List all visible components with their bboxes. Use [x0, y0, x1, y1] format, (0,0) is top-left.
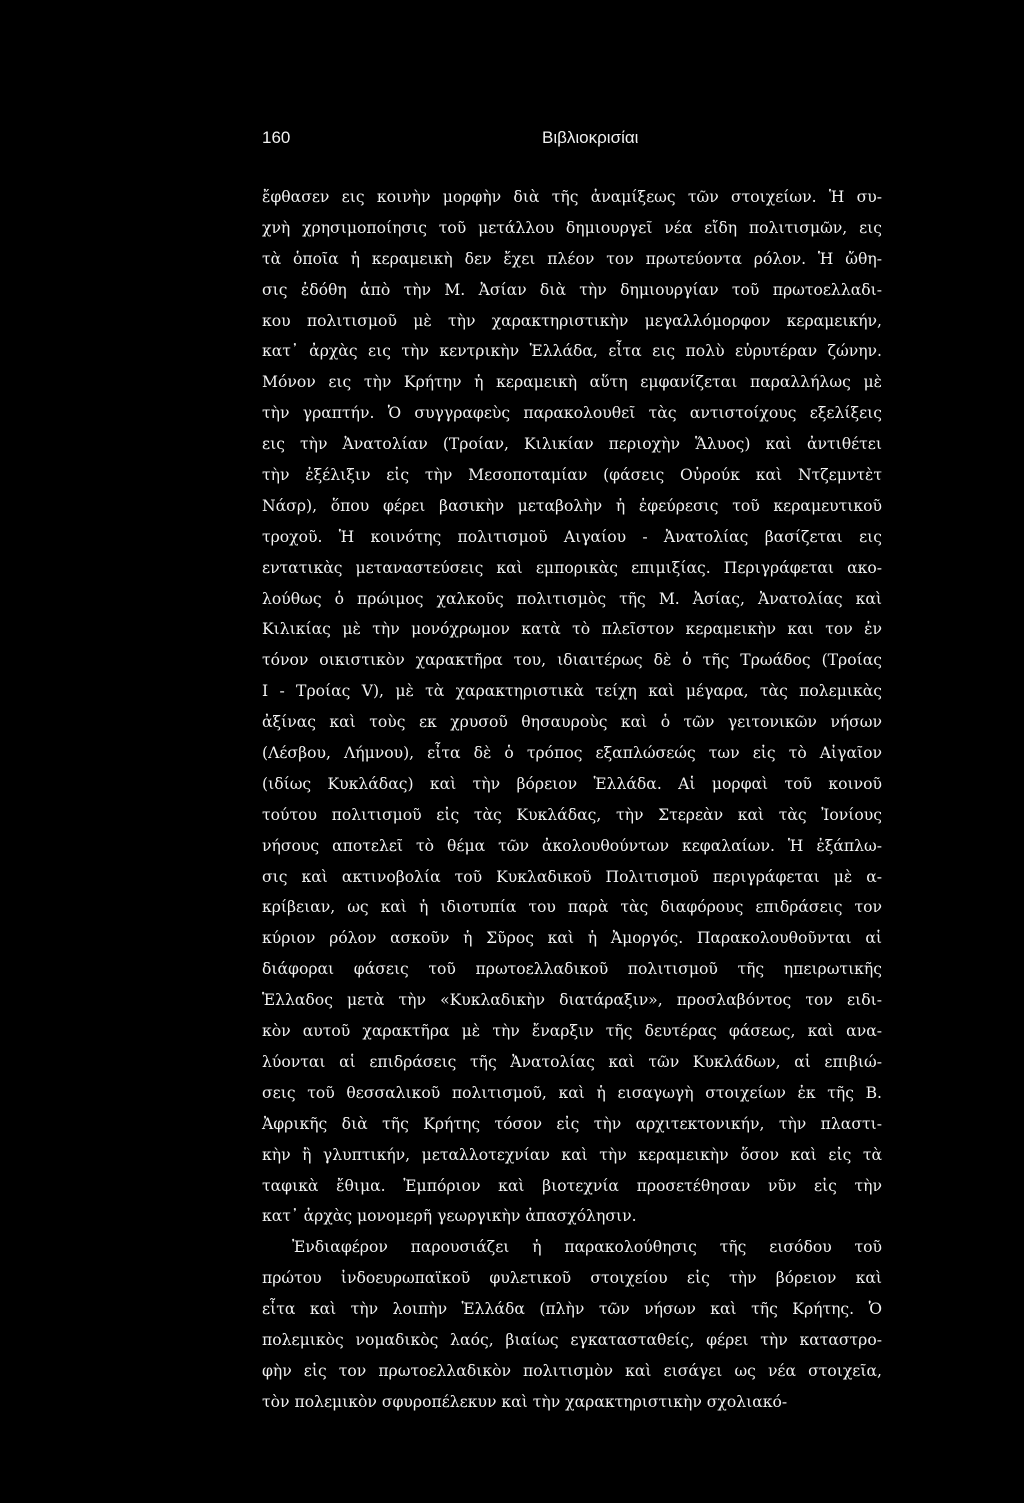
text-line: κου πολιτισμοῦ μὲ τὴν χαρακτηριστικὴν μεγαλλόμορφον κεραμεικήν, — [262, 311, 882, 330]
text-line: ταφικὰ ἔθιμα. Ἐμπόριον καὶ βιοτεχνία προσετέθησαν νῦν εἰς τὴν — [262, 1176, 882, 1195]
text-line: τὴν ἐξέλιξιν εἰς τὴν Μεσοποταμίαν (φάσεις Οὐρούκ καὶ Ντζεμντὲτ — [262, 466, 882, 485]
text-line: Ἑλλαδος μετὰ τὴν «Κυκλαδικὴν διατάραξιν», προσλαβόντος τον ειδι- — [262, 991, 882, 1010]
text-line: Μόνον εις τὴν Κρήτην ἡ κεραμεικὴ αὕτη εμφανίζεται παραλλήλως μὲ — [262, 373, 882, 392]
text-line: κατ᾿ ἀρχὰς μονομερῆ γεωργικὴν ἀπασχόλησιν. — [262, 1207, 637, 1226]
text-line: λύονται αἱ επιδράσεις τῆς Ἀνατολίας καὶ τῶν Κυκλάδων, αἱ επιβιώ- — [262, 1052, 882, 1071]
paragraph-2 — [262, 1232, 882, 1417]
text-line: (Λέσβου, Λήμνου), εἶτα δὲ ὁ τρόπος εξαπλώσεώς των εἰς τὸ Αἰγαῖον — [262, 744, 882, 763]
running-title: Βιβλιοκρισίαι — [542, 128, 639, 147]
text-line: εις τὴν Ἀνατολίαν (Τροίαν, Κιλικίαν περιοχὴν Ἅλυος) καὶ ἀντιθέτει — [262, 435, 882, 454]
text-line: διάφοραι φάσεις τοῦ πρωτοελλαδικοῦ πολιτισμοῦ τῆς ηπειρωτικῆς — [262, 960, 882, 979]
text-line: λούθως ὁ πρώιμος χαλκοῦς πολιτισμὸς τῆς Μ. Ἀσίας, Ἀνατολίας καὶ — [262, 589, 882, 608]
text-line: πολεμικὸς νομαδικὸς λαός, βιαίως εγκατασταθείς, φέρει τὴν καταστρο- — [262, 1330, 882, 1349]
text-line: τούτου πολιτισμοῦ εἰς τὰς Κυκλάδας, τὴν Στερεὰν καὶ τὰς Ἰονίους — [262, 805, 882, 824]
text-line: χνὴ χρησιμοποίησις τοῦ μετάλλου δημιουργεῖ νέα εἴδη πολιτισμῶν, εις — [262, 218, 882, 237]
paragraph-1 — [262, 182, 882, 1232]
text-line: Νάσρ), ὅπου φέρει βασικὴν μεταβολὴν ἡ ἐφεύρεσις τοῦ κεραμευτικοῦ — [262, 496, 882, 515]
text-line: τὴν γραπτήν. Ὁ συγγραφεὺς παρακολουθεῖ τὰς αντιστοίχους εξελίξεις — [262, 404, 882, 423]
text-line: Ἀφρικῆς διὰ τῆς Κρήτης τόσον εἰς τὴν αρχιτεκτονικήν, τὴν πλαστι- — [262, 1114, 882, 1133]
text-line: σις καὶ ακτινοβολία τοῦ Κυκλαδικοῦ Πολιτισμοῦ περιγράφεται μὲ α- — [262, 867, 882, 886]
text-line: τόνον οικιστικὸν χαρακτῆρα του, ιδιαιτέρως δὲ ὁ τῆς Τρωάδος (Τροίας — [262, 651, 882, 670]
text-line: ἔφθασεν εις κοινὴν μορφὴν διὰ τῆς ἀναμίξεως τῶν στοιχείων. Ἡ συ- — [262, 188, 882, 206]
text-line: φὴν εἰς τον πρωτοελλαδικὸν πολιτισμὸν καὶ εισάγει ως νέα στοιχεῖα, — [262, 1361, 882, 1380]
text-line: (ιδίως Κυκλάδας) καὶ τὴν βόρειον Ἑλλάδα. Αἱ μορφαὶ τοῦ κοινοῦ — [262, 774, 882, 793]
text-line: σεις τοῦ θεσσαλικοῦ πολιτισμοῦ, καὶ ἡ εισαγωγὴ στοιχείων ἐκ τῆς Β. — [262, 1083, 882, 1102]
text-line: τροχοῦ. Ἡ κοινότης πολιτισμοῦ Αιγαίου - Ἀνατολίας βασίζεται εις — [262, 527, 882, 546]
text-line: κύριον ρόλον ασκοῦν ἡ Σῦρος καὶ ἡ Ἀμοργός. Παρακολουθοῦνται αἱ — [262, 929, 882, 948]
page-header — [262, 128, 882, 158]
text-line: Κιλικίας μὲ τὴν μονόχρωμον κατὰ τὸ πλεῖστον κεραμεικὴν και τον ἐν — [262, 620, 882, 639]
text-line: Ἐνδιαφέρον παρουσιάζει ἡ παρακολούθησις τῆς εισόδου τοῦ — [292, 1238, 882, 1257]
page-number: 160 — [262, 128, 291, 147]
text-line: τὰ ὁποῖα ἡ κεραμεικὴ δεν ἔχει πλέον τον πρωτεύοντα ρόλον. Ἡ ὤθη- — [262, 249, 882, 268]
text-line: κρίβειαν, ως καὶ ἡ ιδιοτυπία του παρὰ τὰς διαφόρους επιδράσεις τον — [262, 898, 882, 917]
text-line: εἶτα καὶ τὴν λοιπὴν Ἑλλάδα (πλὴν τῶν νήσων καὶ τῆς Κρήτης. Ὁ — [262, 1300, 882, 1319]
text-line: ἀξίνας καὶ τοὺς εκ χρυσοῦ θησαυροὺς καὶ ὁ τῶν γειτονικῶν νήσων — [262, 713, 882, 732]
text-line: κατ᾿ ἀρχὰς εις τὴν κεντρικὴν Ἑλλάδα, εἶτα εις πολὺ εὐρυτέραν ζώνην. — [262, 342, 882, 361]
text-line: εντατικὰς μεταναστεύσεις καὶ εμπορικὰς επιμιξίας. Περιγράφεται ακο- — [262, 558, 882, 577]
text-line: κὸν αυτοῦ χαρακτῆρα μὲ τὴν ἔναρξιν τῆς δευτέρας φάσεως, καὶ ανα- — [262, 1022, 882, 1041]
text-line: Ι - Τροίας V), μὲ τὰ χαρακτηριστικὰ τείχη καὶ μέγαρα, τὰς πολεμικὰς — [262, 682, 882, 701]
text-line: πρώτου ἰνδοευρωπαϊκοῦ φυλετικοῦ στοιχείου εἰς τὴν βόρειον καὶ — [262, 1269, 882, 1288]
text-line: νήσους αποτελεῖ τὸ θέμα τῶν ἀκολουθούντων κεφαλαίων. Ἡ ἐξάπλω- — [262, 836, 882, 855]
text-line: κὴν ἢ γλυπτικήν, μεταλλοτεχνίαν καὶ τὴν κεραμεικὴν ὅσον καὶ εἰς τὰ — [262, 1145, 882, 1164]
text-line: τὸν πολεμικὸν σφυροπέλεκυν καὶ τὴν χαρακτηριστικὴν σχολιακό- — [262, 1392, 788, 1411]
text-line: σις ἐδόθη ἀπὸ τὴν Μ. Ἀσίαν διὰ τὴν δημιουργίαν τοῦ πρωτοελλαδι- — [262, 280, 882, 299]
body-text — [262, 182, 882, 1418]
